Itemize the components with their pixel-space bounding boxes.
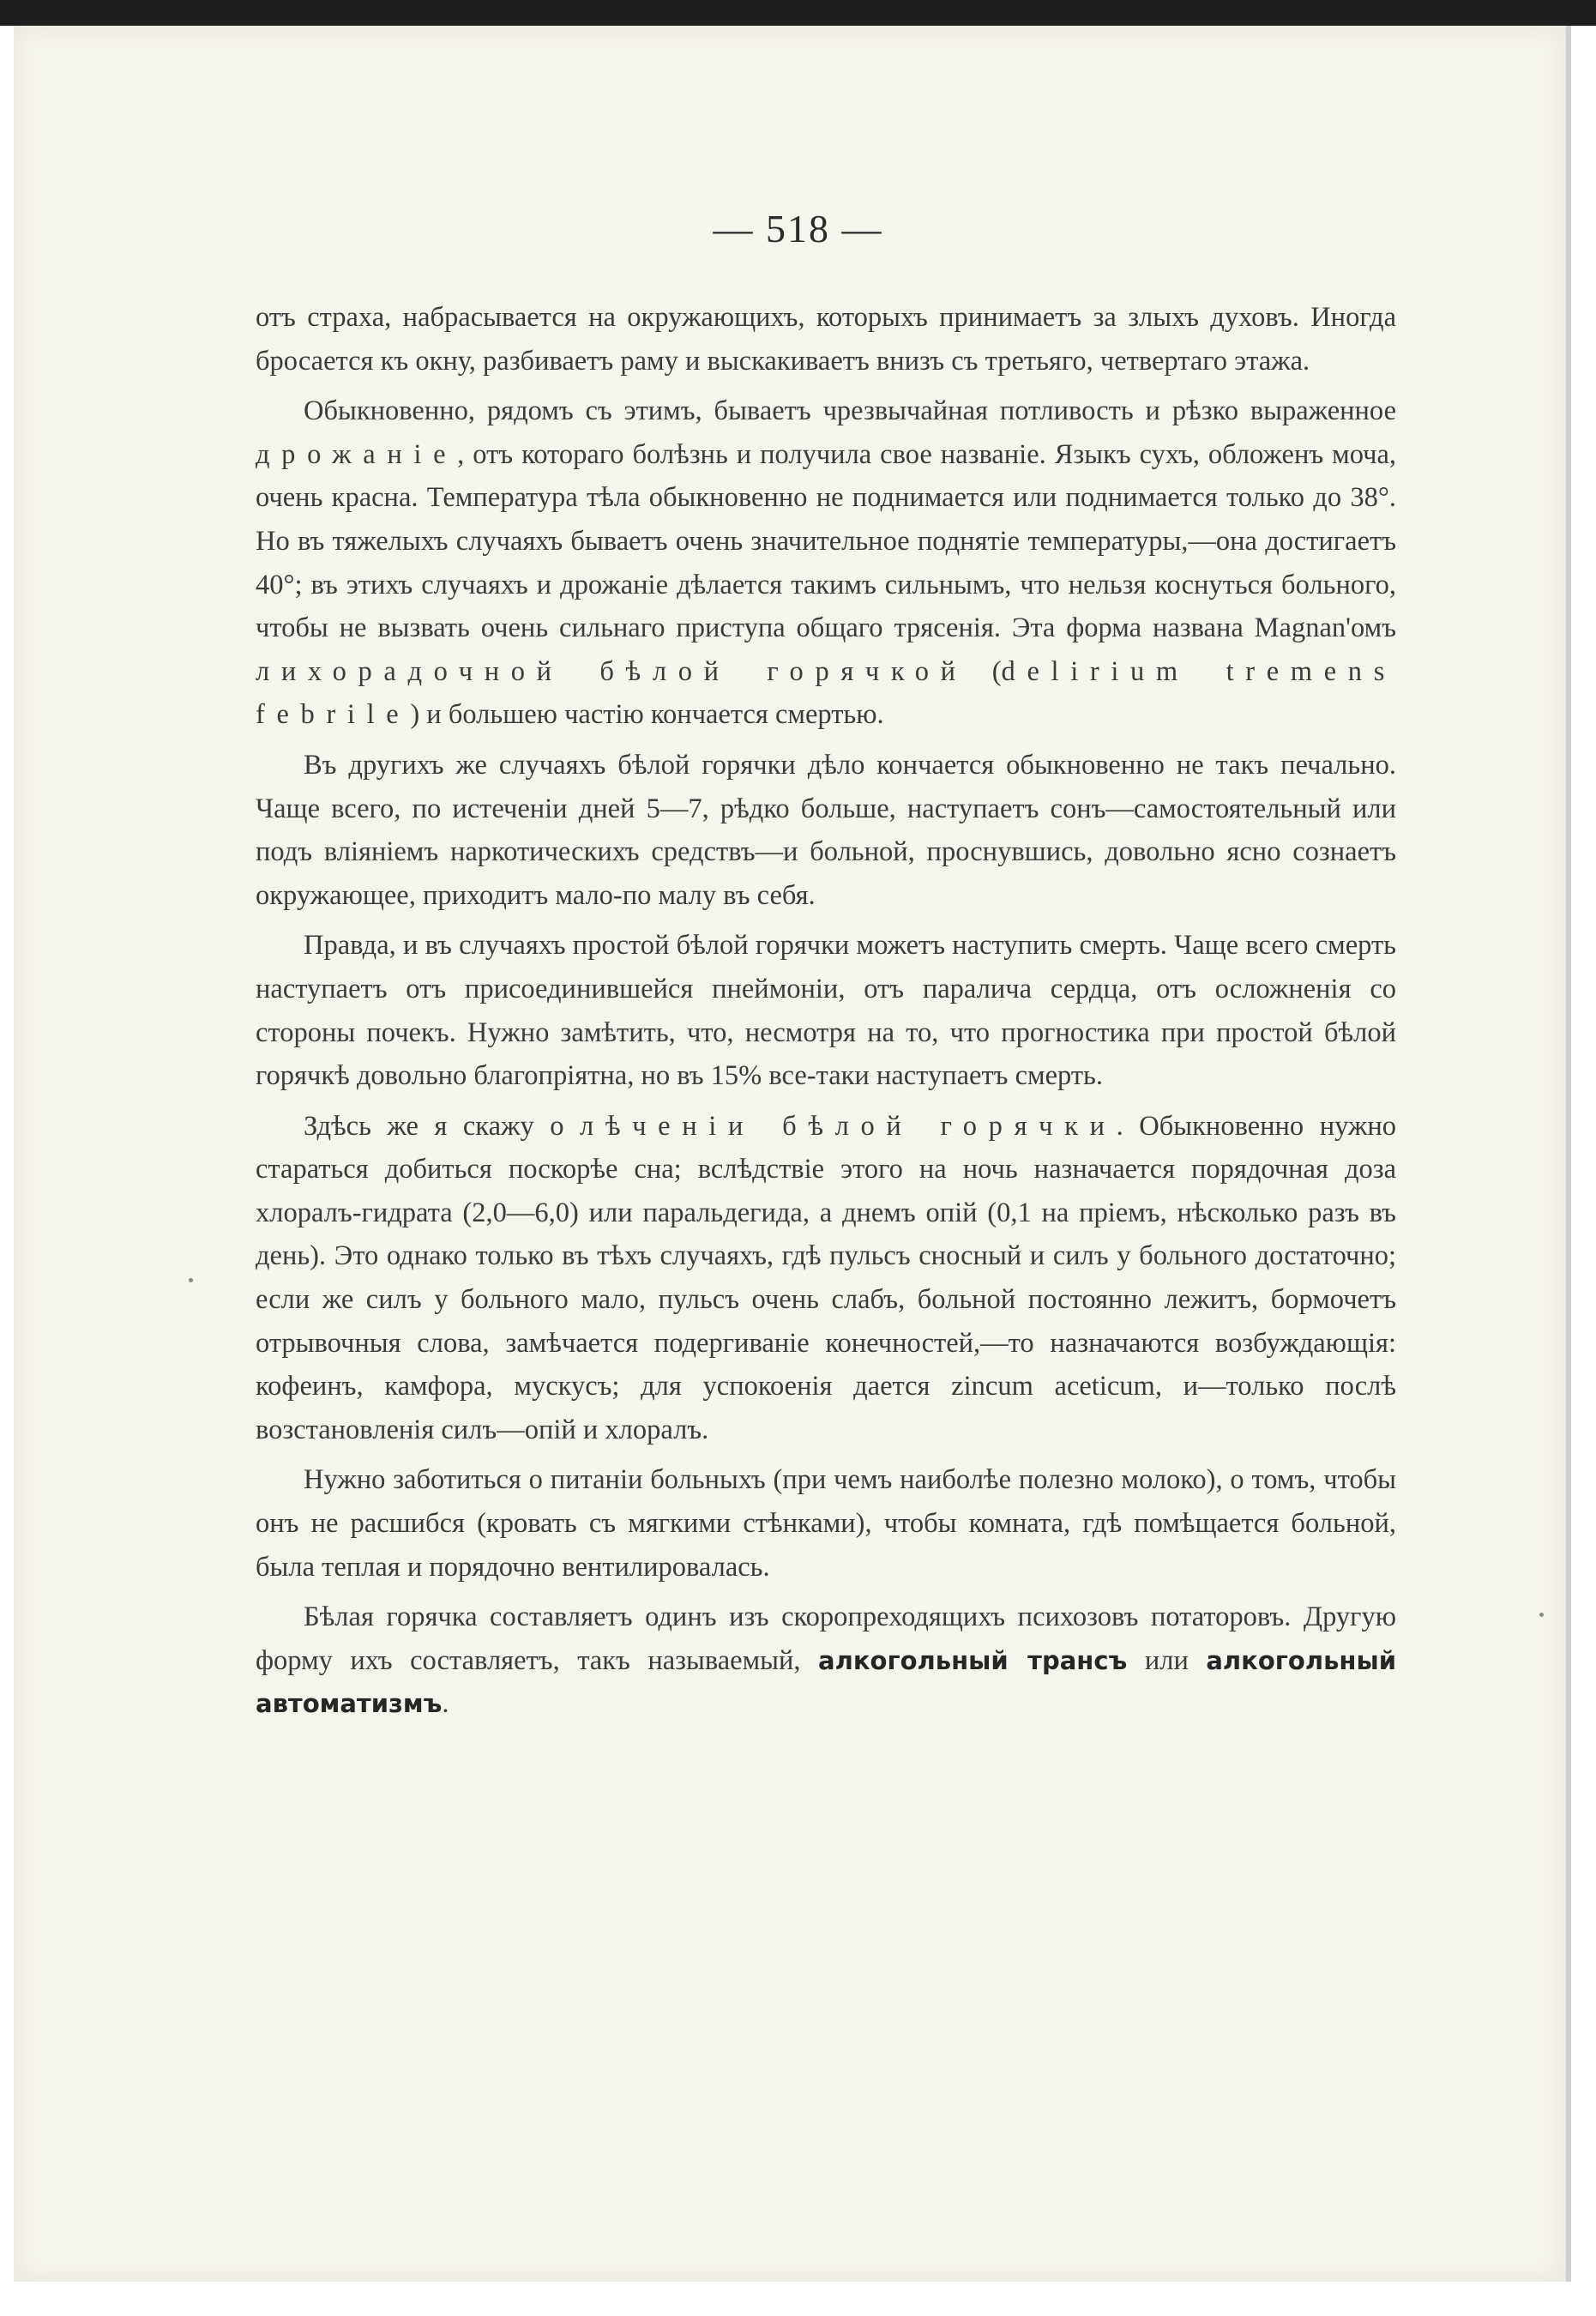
page-number: — 518 — <box>713 207 883 250</box>
paragraph <box>256 924 1396 1097</box>
paragraph <box>256 296 1396 383</box>
scan-top-border <box>0 0 1596 26</box>
text-run: . Обыкновенно нужно стараться добиться поскорѣе сна; вслѣдствіе этого на ночь назначается порядочная доза хлоралъ-гидрата (2,0—6,0) или паральдегида, а днемъ опій (0,1 на пріемъ, нѣсколько разъ въ день). Это однако только въ тѣхъ случаяхъ, гдѣ пульсъ сносный и силъ у больного достаточно; если же силъ у больного мало, пульсъ очень слабъ, больной постоянно лежитъ, бормочетъ отрывочныя слова, замѣчается подергиваніе конечностей,—то назначаются возбуждающія: кофеинъ, камфора, мускусъ; для успокоенія дается zincum aceticum, и—только послѣ возстановленія силъ—опій и хлоралъ. <box>256 1110 1397 1445</box>
text-run: Въ другихъ же случаяхъ бѣлой горячки дѣло кончается обыкновенно не такъ печально. Чаще всего, по истеченіи дней 5—7, рѣдко больше, наступаетъ сонъ—самостоятельный или подъ вліяніемъ наркотическихъ средствъ—и больной, проснувшись, довольно ясно сознаетъ окружающее, приходитъ мало-по малу въ себя. <box>256 749 1396 911</box>
text-run: Обыкновенно, рядомъ съ этимъ, бываетъ чрезвычайная потливость и рѣзко выраженное <box>304 395 1396 427</box>
paragraph <box>256 1458 1396 1589</box>
paragraph <box>256 1105 1396 1452</box>
text-run: , отъ котораго болѣзнь и получила свое названіе. Языкъ сухъ, обложенъ моча, очень красна. Температура тѣла обыкновенно не поднимается или поднимается только до 38°. Но въ тяжелыхъ случаяхъ бываетъ очень значительное поднятіе температуры,—она достигаетъ 40°; въ этихъ случаяхъ и дрожаніе дѣлается такимъ сильнымъ, что нельзя коснуться больного, чтобы не вызвать очень сильнаго приступа общаго трясенія. Эта форма названа Magnan'омъ <box>256 438 1396 644</box>
body-text <box>256 296 1396 1733</box>
text-run: Правда, и въ случаяхъ простой бѣлой горячки можетъ наступить смерть. Чаще всего смерть наступаетъ отъ присоединившейся пнеймоніи, отъ паралича сердца, отъ осложненія со стороны почекъ. Нужно замѣтить, что, несмотря на то, что прогностика при простой бѣлой горячкѣ довольно благопріятна, но въ 15% все-таки наступаетъ смерть. <box>256 930 1396 1092</box>
text-run: . <box>442 1688 449 1720</box>
emphasis-spaced: лихорадочной бѣлой горячкой <box>256 655 967 687</box>
emphasis-spaced: лѣченіи бѣлой горячки <box>579 1110 1117 1142</box>
paragraph <box>256 1595 1396 1726</box>
text-run: ( <box>967 655 1002 687</box>
scan-speck <box>189 1278 193 1282</box>
paragraph <box>256 389 1396 737</box>
emphasis-bold: алкогольный трансъ <box>818 1645 1128 1675</box>
text-run: Здѣсь же я скажу о <box>304 1110 580 1142</box>
scan-speck <box>1539 1613 1544 1617</box>
paragraph <box>256 744 1396 917</box>
text-run: Нужно заботиться о питаніи больныхъ (при чемъ наиболѣе полезно молоко), о томъ, чтобы онъ не расшибся (кровать съ мягкими стѣнками), чтобы комната, гдѣ помѣщается больной, была теплая и порядочно вентилировалась. <box>256 1464 1396 1583</box>
text-run: ) и большею частію кончается смертью. <box>410 699 884 731</box>
scan-bottom-border <box>0 2282 1596 2316</box>
emphasis-bold: алкогольный автоматизмъ <box>256 1645 1397 1719</box>
paper-edge <box>1566 26 1571 2282</box>
text-run: Бѣлая горячка составляетъ одинъ изъ скоропреходящихъ психозовъ потаторовъ. Другую форму ихъ составляетъ, такъ называемый, <box>256 1601 1396 1676</box>
text-run: или <box>1127 1644 1207 1676</box>
text-run: отъ страха, набрасывается на окружающихъ, которыхъ принимаетъ за злыхъ духовъ. Иногда бросается къ окну, разбиваетъ раму и выскакиваетъ внизъ съ третьяго, четвертаго этажа. <box>256 302 1396 377</box>
emphasis-spaced: delirium tremens febrile <box>256 655 1396 731</box>
emphasis-spaced: дрожаніе <box>256 438 458 470</box>
